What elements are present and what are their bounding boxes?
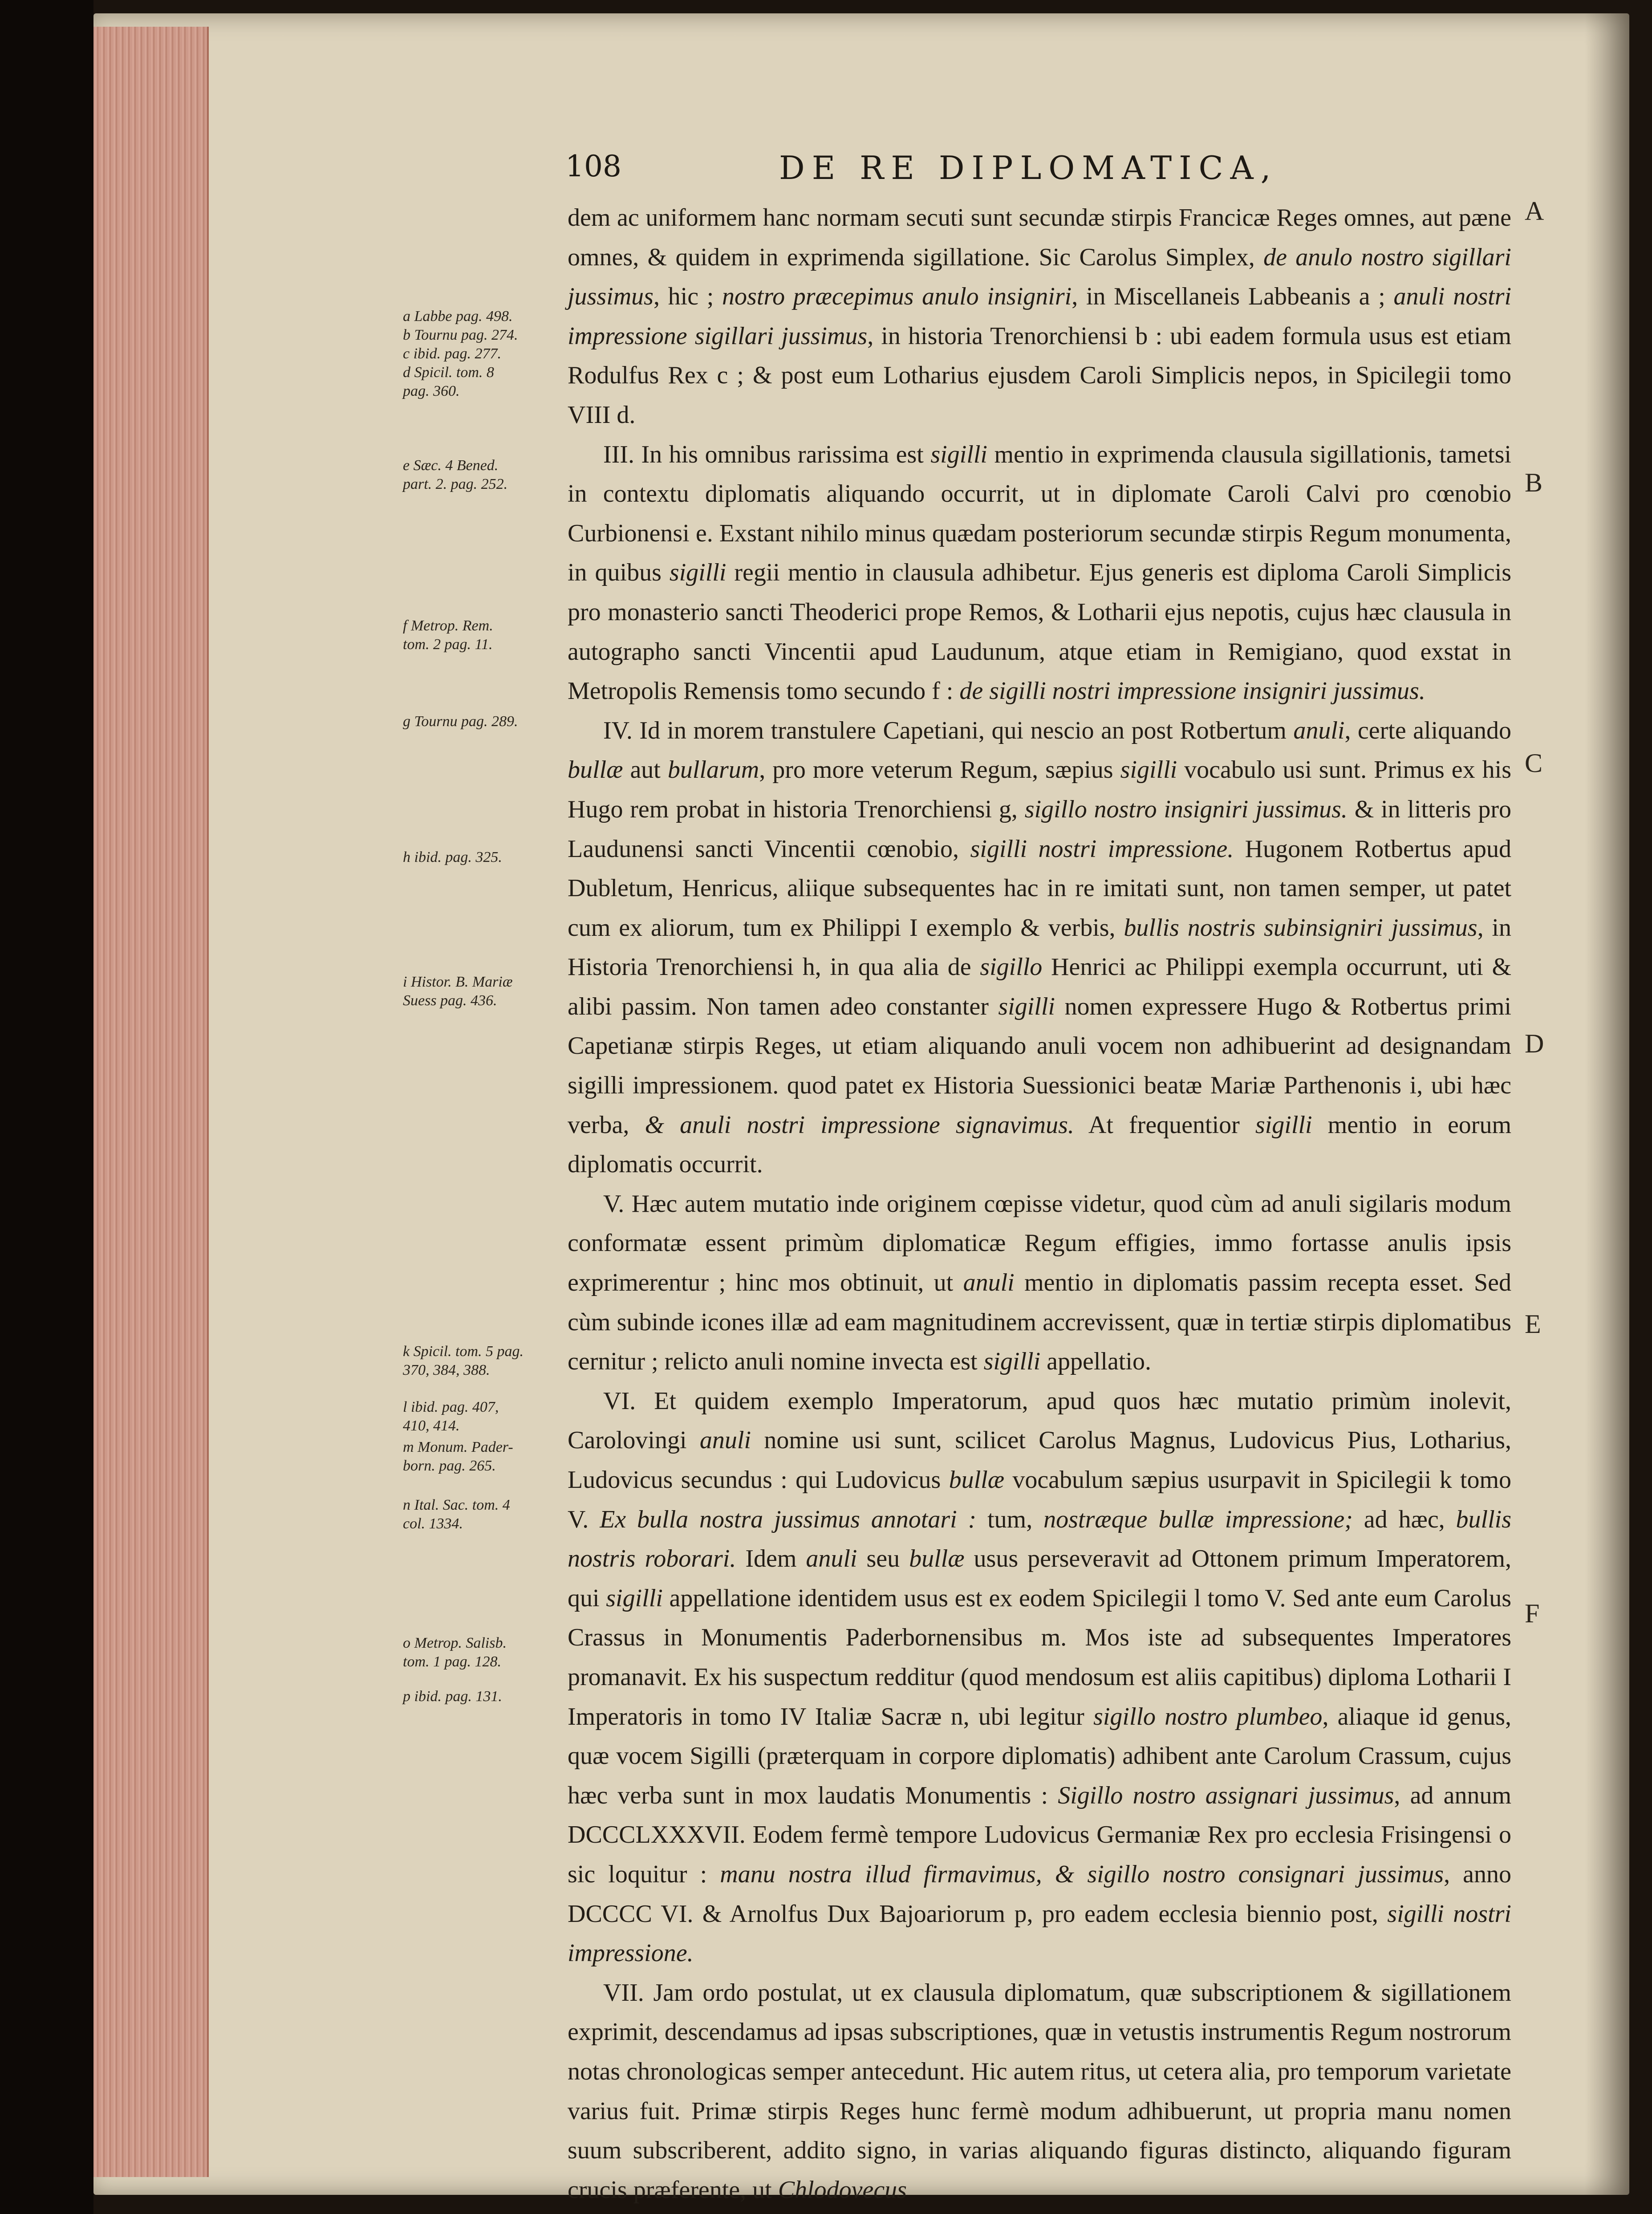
margin-letter-f: F (1525, 1599, 1540, 1628)
side-note: i Histor. B. Mariæ Suess pag. 436. (403, 974, 513, 1009)
margin-letter-d: D (1525, 1029, 1544, 1058)
side-note: m Monum. Pader- born. pag. 265. (403, 1439, 513, 1474)
margin-letter-c: C (1525, 748, 1543, 778)
side-note: e Sæc. 4 Bened. part. 2. pag. 252. (403, 457, 508, 492)
margin-letter-e: E (1525, 1309, 1541, 1339)
page-edges (93, 27, 209, 2177)
paragraph: VII. Jam ordo postulat, ut ex clausula diplomatum, quæ subscriptionem & sigillationem exprimit, descendamus ad ipsas subscriptiones, quæ in vetustis instrumentis Regum nostrorum notas chronologicas semper antecedunt. Hic autem ritus, ut cetera alia, pro temporum varietate varius fuit. Primæ stirpis Reges hunc fermè modum adhibuerunt, ut propria manu nomen suum subscriberent, addito signo, in varias aliquando figuras distincto, aliquando figuram crucis præferente, ut Chlodovecus (568, 1978, 1511, 2204)
paragraph: V. Hæc autem mutatio inde originem cœpisse videtur, quod cùm ad anuli sigilaris modum conformatæ essent primùm diplomaticæ Regum effigies, immo fortasse anulis ipsis exprimerentur ; hinc mos obtinuit, ut anuli mentio in diplomatis passim recepta esset. Sed cùm subinde icones illæ ad eam magnitudinem accrevissent, quæ in tertiæ stirpis diplomatibus cernitur ; relicto anuli nomine invecta est sigilli appellatio. (568, 1190, 1511, 1376)
paragraph: VI. Et quidem exemplo Imperatorum, apud quos hæc mutatio primùm inolevit, Carolovingi anuli nomine usi sunt, scilicet Carolus Magnus, Ludovicus Pius, Lotharius, Ludovicus secundus : qui Ludovicus bullæ vocabulum sæpius usurpavit in Spicilegii k tomo V. Ex bulla nostra jussimus annotari : tum, nostræque bullæ impressione; ad hæc, bullis nostris roborari. Idem anuli seu bullæ usus perseveravit ad Ottonem primum Imperatorem, qui sigilli appellatione identidem usus est ex eodem Spicilegii l tomo V. Sed ante eum Carolus Crassus in Monumentis Paderbornensibus m. Mos iste ad subsequentes Imperatores promanavit. Ex his suspectum redditur (quod mendosum est aliis capitibus) diploma Lotharii I Imperatoris in tomo IV Italiæ Sacræ n, ubi legitur sigillo nostro plumbeo, aliaque id genus, quæ vocem Sigilli (præterquam in corpore diplomatis) adhibent ante Carolum Crassum, cujus hæc verba sunt in mox laudatis Monumentis : Sigillo nostro assignari jussimus, ad annum DCCCLXXXVII. Eodem fermè tempore Ludovicus Germaniæ Rex pro ecclesia Frisingensi o sic loquitur : manu nostra illud firmavimus, & sigillo nostro consignari jussimus, anno DCCCC VI. & Arnolfus Dux Bajoariorum p, pro eadem ecclesia biennio post, sigilli nostri impressione. (568, 1387, 1512, 1967)
side-note: a Labbe pag. 498. b Tournu pag. 274. c ibid. pag. 277. d Spicil. tom. 8 pag. 360. (403, 308, 518, 399)
page-header (565, 149, 1456, 198)
side-note: p ibid. pag. 131. (403, 1688, 502, 1705)
paragraph: dem ac uniformem hanc normam secuti sunt secundæ stirpis Francicæ Reges omnes, aut pæne omnes, & quidem in exprimenda sigillatione. Sic Carolus Simplex, de anulo nostro sigillari jussimus, hic ; nostro præcepimus anulo insigniri, in Miscellaneis Labbeanis a ; anuli nostri impressione sigillari jussimus, in historia Trenorchiensi b : ubi eadem formula usus est etiam Rodulfus Rex c ; & post eum Lotharius ejusdem Caroli Simplicis nepos, in Spicilegii tomo VIII d. (568, 204, 1511, 429)
background-shadow (0, 0, 93, 2214)
side-note: k Spicil. tom. 5 pag. 370, 384, 388. (403, 1343, 524, 1378)
running-title: DE RE DIPLOMATICA, (779, 149, 1278, 187)
side-note: h ibid. pag. 325. (403, 849, 502, 865)
paragraph: IV. Id in morem transtulere Capetiani, qui nescio an post Rotbertum anuli, certe aliquando bullæ aut bullarum, pro more veterum Regum, sæpius sigilli vocabulo usi sunt. Primus ex his Hugo rem probat in historia Trenorchiensi g, sigillo nostro insigniri jussimus. & in litteris pro Laudunensi sancti Vincentii cœnobio, sigilli nostri impressione. Hugonem Rotbertus apud Dubletum, Henricus, aliique subsequentes hac in re imitati sunt, non tamen semper, ut patet cum ex aliorum, tum ex Philippi I exemplo & verbis, bullis nostris subinsigniri jussimus, in Historia Trenorchiensi h, in qua alia de sigillo Henrici ac Philippi exempla occurrunt, uti & alibi passim. Non tamen adeo constanter sigilli nomen expressere Hugo & Rotbertus primi Capetianæ stirpis Reges, ut etiam aliquando anuli vocem non adhibuerint ad designandam sigilli impressionem. quod patet ex Historia Suessionici beatæ Mariæ Parthenonis i, ubi hæc verba, & anuli nostri impressione signavimus. At frequentior sigilli mentio in eorum diplomatis occurrit. (568, 716, 1512, 1178)
side-note: l ibid. pag. 407, 410, 414. (403, 1399, 499, 1434)
side-note: o Metrop. Salisb. tom. 1 pag. 128. (403, 1635, 507, 1670)
side-note: f Metrop. Rem. tom. 2 pag. 11. (403, 617, 493, 653)
margin-letter-a: A (1525, 196, 1544, 226)
page-number: 108 (565, 149, 621, 183)
side-note: g Tournu pag. 289. (403, 713, 518, 730)
page-gutter (1585, 13, 1629, 2195)
margin-letter-b: B (1525, 468, 1543, 497)
main-text (568, 198, 1511, 2210)
side-note: n Ital. Sac. tom. 4 col. 1334. (403, 1497, 510, 1532)
paragraph: III. In his omnibus rarissima est sigilli mentio in exprimenda clausula sigillationis, tametsi in contextu diplomatis aliquando occurrit, ut in diplomate Caroli Calvi pro cœnobio Curbionensi e. Exstant nihilo minus quædam posteriorum secundæ stirpis Regum monumenta, in quibus sigilli regii mentio in clausula adhibetur. Ejus generis est diploma Caroli Simplicis pro monasterio sancti Theoderici prope Remos, & Lotharii ejus nepotis, cujus hæc clausula in autographo sancti Vincentii apud Laudunum, atque etiam in Remigiano, quod exstat in Metropolis Remensis tomo secundo f : de sigilli nostri impressione insigniri jussimus. (568, 440, 1511, 705)
